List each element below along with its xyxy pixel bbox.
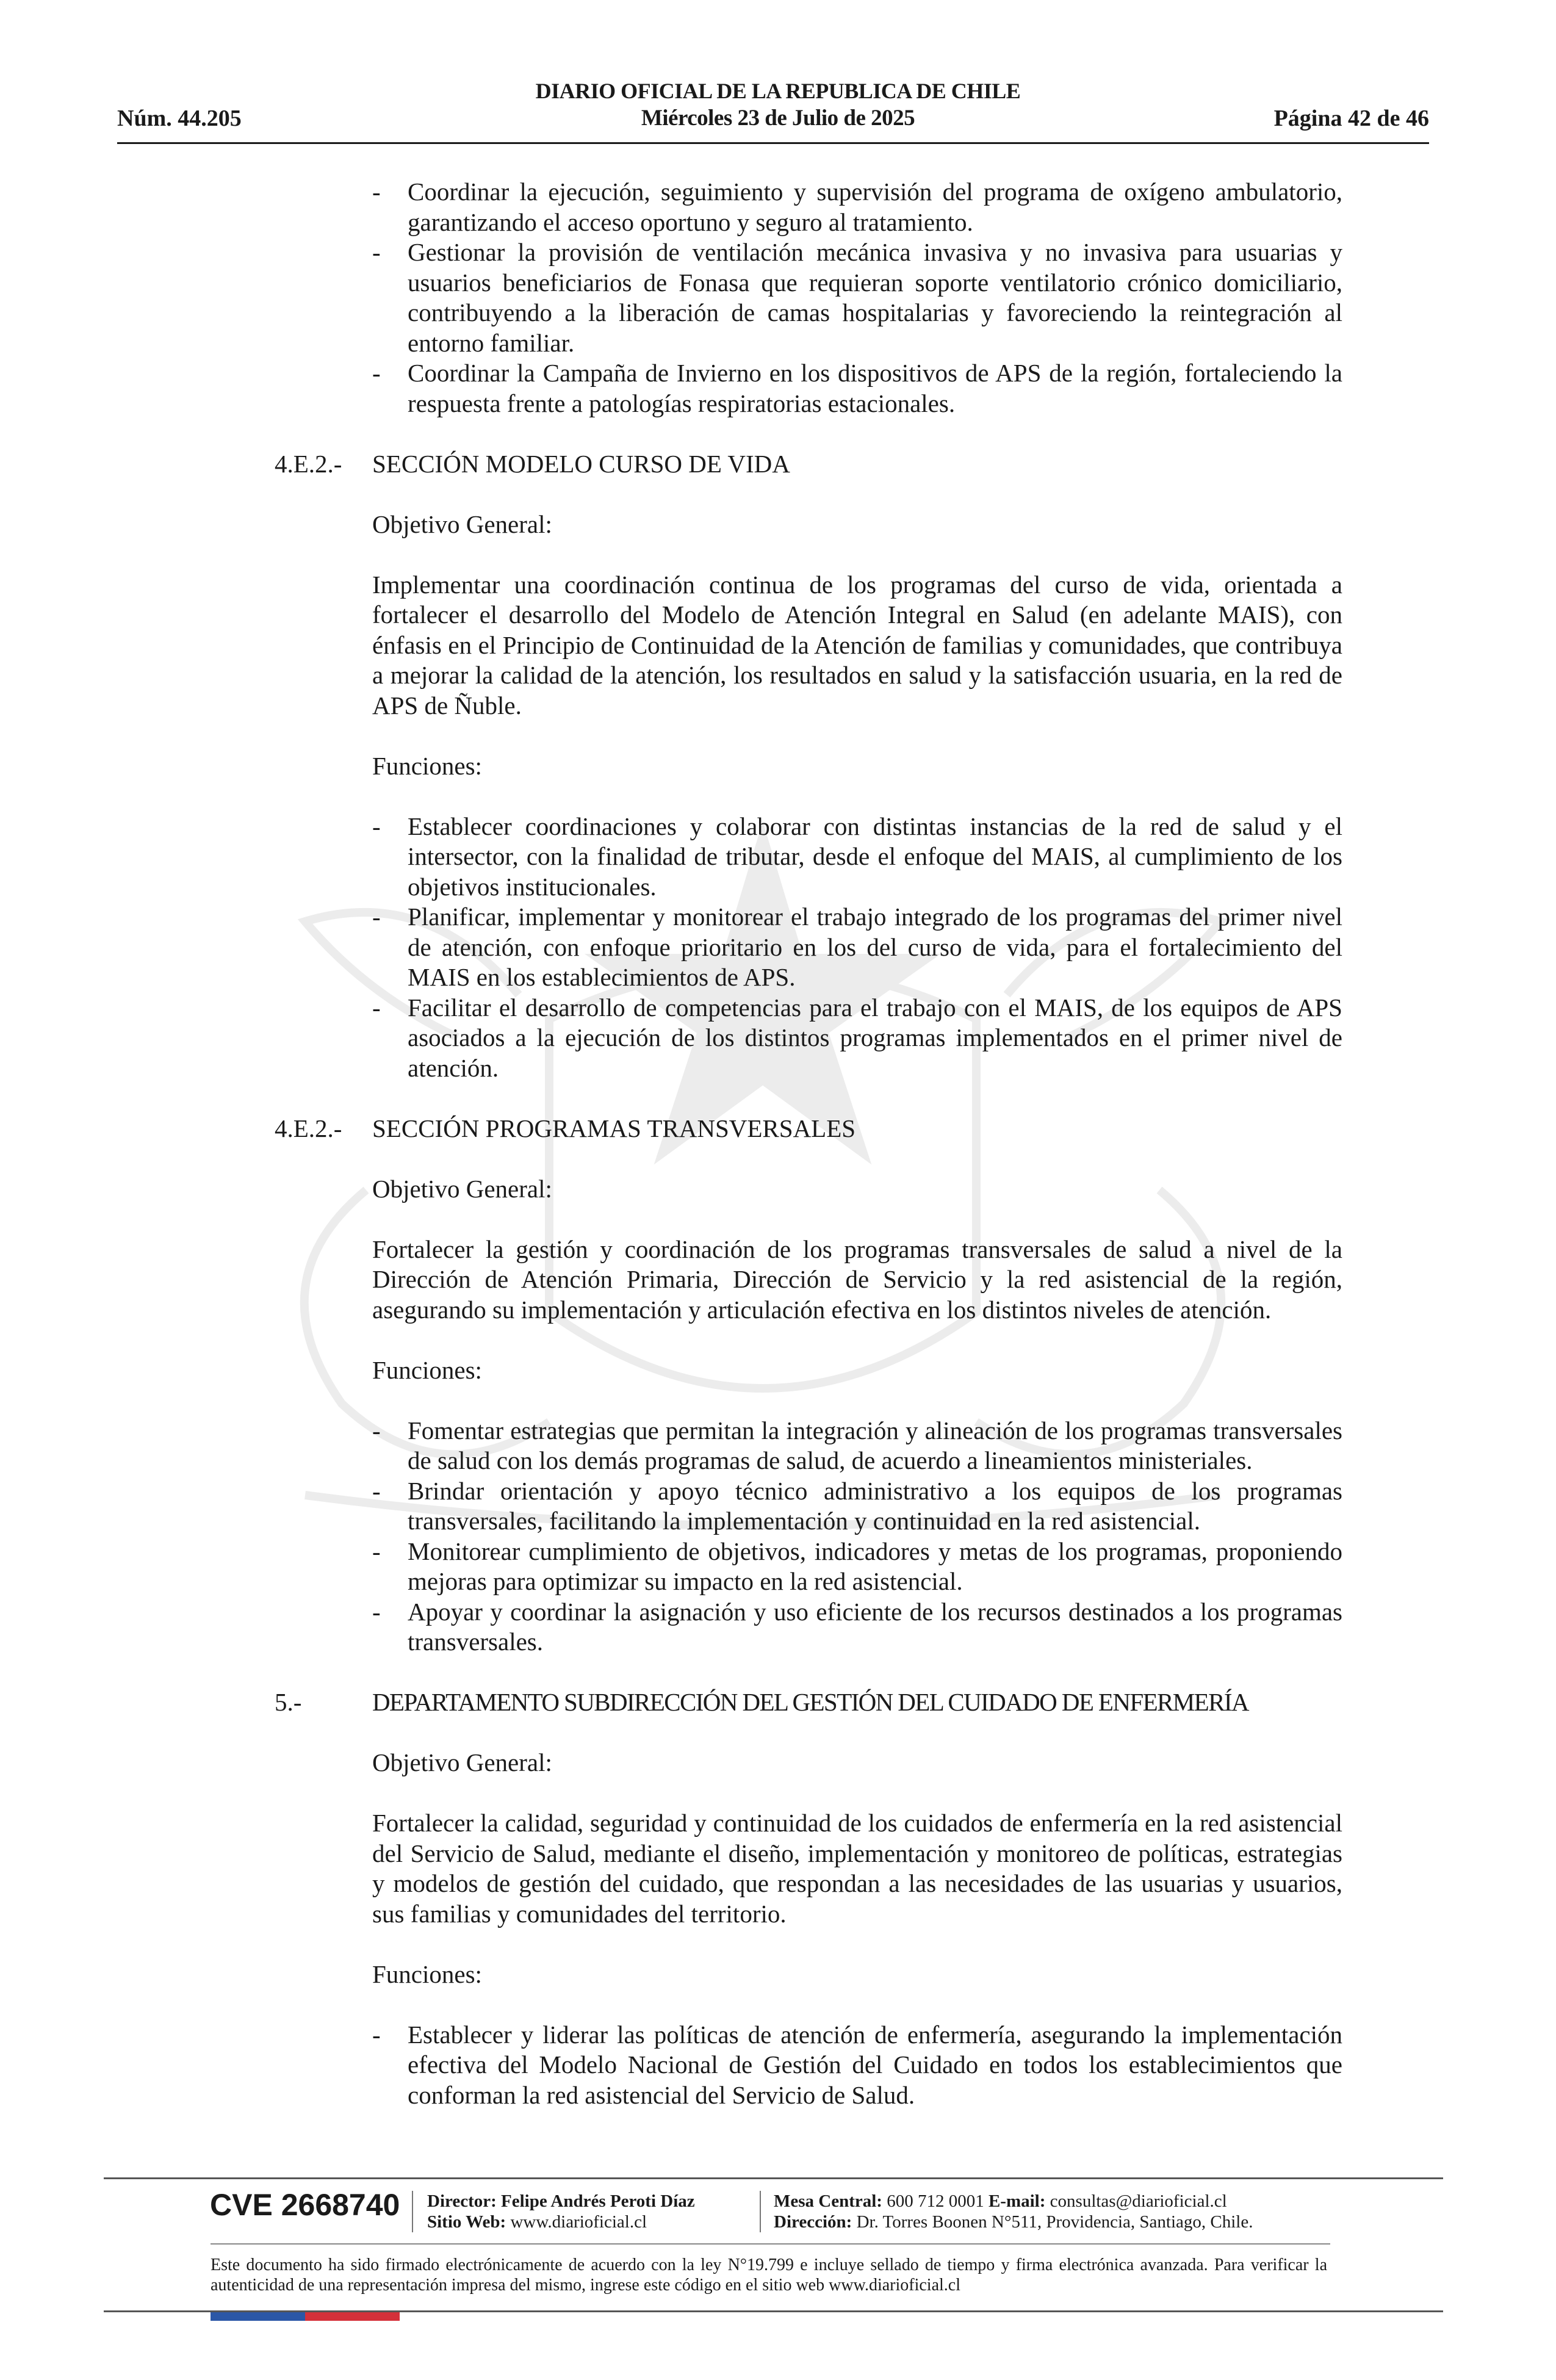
objective-label: Objetivo General:: [372, 510, 552, 538]
section-heading: [0, 1687, 1556, 1718]
newspaper-title: DIARIO OFICIAL DE LA REPUBLICA DE CHILE: [535, 79, 1021, 103]
page-number: Página 42 de 46: [1273, 106, 1429, 131]
section-title: SECCIÓN MODELO CURSO DE VIDA: [372, 449, 790, 478]
functions-label: Funciones:: [372, 1355, 482, 1384]
section-title: SECCIÓN PROGRAMAS TRANSVERSALES: [372, 1114, 856, 1142]
footer-contact-block: [774, 2191, 1253, 2232]
list-item: - Brindar orientación y apoyo técnico administrativo a los equipos de los programas transversales, facilitando la implementación y continuidad en la red asistencial.: [372, 1476, 1342, 1535]
section-title: DEPARTAMENTO SUBDIRECCIÓN DEL GESTIÓN DEL CUIDADO DE ENFERMERÍA: [372, 1688, 1248, 1716]
email-label: E-mail:: [988, 2191, 1046, 2211]
issue-number: Núm. 44.205: [117, 106, 242, 131]
list-item: - Planificar, implementar y monitorear el trabajo integrado de los programas del primer nivel de atención, con enfoque prioritario en los del curso de vida, para el fortalecimiento del MAIS en los establecimientos de APS.: [372, 903, 1342, 991]
list-item: - Gestionar la provisión de ventilación mecánica invasiva y no invasiva para usuarias y usuarios beneficiarios de Fonasa que requieran soporte ventilatorio crónico domiciliario, contribuyendo a la liberación de camas hospitalarias y favoreciendo la reintegración al entorno familiar.: [372, 238, 1342, 357]
section-heading: [0, 1114, 1556, 1144]
cve-code: CVE 2668740: [210, 2188, 400, 2222]
list-item: - Monitorear cumplimiento de objetivos, indicadores y metas de los programas, proponiendo mejoras para optimizar su impacto en la red asistencial.: [372, 1537, 1342, 1595]
list-item: - Coordinar la Campaña de Invierno en los dispositivos de APS de la región, fortaleciendo la respuesta frente a patologías respiratorias estacionales.: [372, 359, 1342, 417]
director-label: Director:: [427, 2191, 497, 2211]
footer-director-block: [427, 2191, 695, 2232]
objective-text: Implementar una coordinación continua de los programas del curso de vida, orientada a fortalecer el desarrollo del Modelo de Atención Integral en Salud (en adelante MAIS), con énfasis en el Principio de Continuidad de la Atención de familias y comunidades, que contribuya a mejorar la calidad de la atención, los resultados en salud y la satisfacción usuaria, en la red de APS de Ñuble.: [372, 570, 1342, 719]
list-item: - Establecer coordinaciones y colaborar con distintas instancias de la red de salud y el intersector, con la finalidad de tributar, desde el enfoque del MAIS, al cumplimiento de los objetivos institucionales.: [372, 812, 1342, 901]
address-text: Dr. Torres Boonen N°511, Providencia, Santiago, Chile.: [856, 2212, 1253, 2232]
phone-label: Mesa Central:: [774, 2191, 882, 2211]
phone-number: 600 712 0001: [887, 2191, 984, 2211]
address-label: Dirección:: [774, 2212, 852, 2232]
flag-stripe-blue: [211, 2312, 305, 2321]
objective-text: Fortalecer la gestión y coordinación de los programas transversales de salud a nivel de la Dirección de Atención Primaria, Dirección de Servicio y la red asistencial de la región, asegurando su implementación y articulación efectiva en los distintos niveles de atención.: [372, 1235, 1342, 1324]
section-heading: [0, 449, 1556, 480]
functions-label: Funciones:: [372, 751, 482, 780]
section-number: 4.E.2.-: [275, 449, 342, 478]
objective-label: Objetivo General:: [372, 1748, 552, 1776]
legal-notice: Este documento ha sido firmado electrónicamente de acuerdo con la ley N°19.799 e incluye sellado de tiempo y firma electrónica avanzada. Para verificar la autenticidad de una representación impresa del mismo, ingrese este código en el sitio web www.diarioficial.cl: [211, 2256, 1327, 2295]
footer-divider: [760, 2191, 761, 2232]
footer-divider: [412, 2191, 413, 2232]
functions-label: Funciones:: [372, 1960, 482, 1988]
list-item: - Fomentar estrategias que permitan la integración y alineación de los programas transversales de salud con los demás programas de salud, de acuerdo a lineamientos ministeriales.: [372, 1416, 1342, 1474]
section-number: 5.-: [275, 1688, 302, 1716]
list-item: - Establecer y liderar las políticas de atención de enfermería, asegurando la implementación efectiva del Modelo Nacional de Gestión del Cuidado en todos los establecimientos que conforman la red asistencial del Servicio de Salud.: [372, 2020, 1342, 2109]
list-item: - Apoyar y coordinar la asignación y uso eficiente de los recursos destinados a los programas transversales.: [372, 1597, 1342, 1656]
flag-stripe-red: [305, 2312, 400, 2321]
list-item: - Facilitar el desarrollo de competencias para el trabajo con el MAIS, de los equipos de APS asociados a la ejecución de los distintos programas implementados en el primer nivel de atención.: [372, 993, 1342, 1082]
section-number: 4.E.2.-: [275, 1114, 342, 1142]
footer-divider: [211, 2243, 1330, 2245]
footer-rule: [104, 2177, 1443, 2179]
objective-text: Fortalecer la calidad, seguridad y continuidad de los cuidados de enfermería en la red asistencial del Servicio de Salud, mediante el diseño, implementación y monitoreo de políticas, estrategias y modelos de gestión del cuidado, que respondan a las necesidades de las usuarias y usuarios, sus familias y comunidades del territorio.: [372, 1809, 1342, 1928]
director-name: Felipe Andrés Peroti Díaz: [501, 2191, 695, 2211]
intro-bullet-list: [0, 177, 1556, 419]
email-link[interactable]: consultas@diarioficial.cl: [1050, 2191, 1227, 2211]
header-rule: [117, 142, 1429, 144]
list-item: - Coordinar la ejecución, seguimiento y supervisión del programa de oxígeno ambulatorio, garantizando el acceso oportuno y seguro al tratamiento.: [372, 178, 1342, 236]
website-link[interactable]: www.diarioficial.cl: [510, 2212, 647, 2232]
publication-date: Miércoles 23 de Julio de 2025: [641, 106, 915, 131]
objective-label: Objetivo General:: [372, 1174, 552, 1203]
website-label: Sitio Web:: [427, 2212, 506, 2232]
document-body: [0, 177, 1556, 2110]
